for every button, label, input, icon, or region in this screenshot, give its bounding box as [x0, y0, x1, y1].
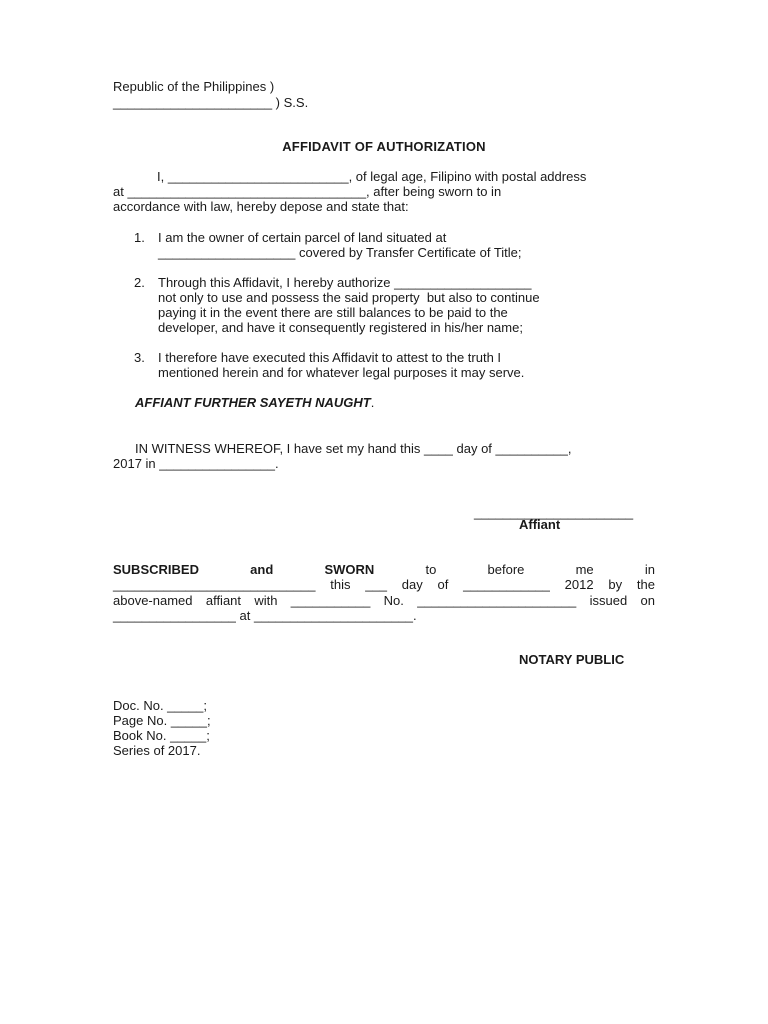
- jurat-word: before: [487, 562, 525, 577]
- jurat-word: me: [575, 562, 594, 577]
- item-2-line-1: Through this Affidavit, I hereby authorize ___________________: [158, 275, 532, 290]
- item-3-line-2: mentioned herein and for whatever legal purposes it may serve.: [158, 365, 525, 380]
- intro-line-1: I, _________________________, of legal age, Filipino with postal address: [157, 169, 587, 184]
- witness-line-1: IN WITNESS WHEREOF, I have set my hand this ____ day of __________,: [135, 441, 572, 456]
- jurat-word: SUBSCRIBED: [113, 562, 199, 577]
- docket-book-no: Book No. _____;: [113, 728, 210, 743]
- item-number: 1.: [134, 230, 145, 245]
- jurat-word: and: [250, 562, 274, 577]
- docket-series: Series of 2017.: [113, 743, 201, 758]
- further-sayeth-text: AFFIANT FURTHER SAYETH NAUGHT: [135, 395, 371, 410]
- intro-line-3: accordance with law, hereby depose and state that:: [113, 199, 409, 214]
- document-title: AFFIDAVIT OF AUTHORIZATION: [282, 139, 486, 154]
- intro-line-2: at _________________________________, after being sworn to in: [113, 184, 502, 199]
- jurat-line-3: above-named affiant with ___________ No. ______________________ issued on: [113, 593, 655, 608]
- item-1-line-2: ___________________ covered by Transfer Certificate of Title;: [158, 245, 522, 260]
- jurat-line-4: _________________ at ______________________.: [113, 608, 417, 623]
- item-2-line-3: paying it in the event there are still balances to be paid to the: [158, 305, 508, 320]
- item-2-line-4: developer, and have it consequently registered in his/her name;: [158, 320, 523, 335]
- signature-line: ______________________: [474, 505, 634, 520]
- jurat-word: in: [644, 562, 655, 577]
- item-number: 2.: [134, 275, 145, 290]
- jurat-line-2: ____________________________ this ___ day of ____________ 2012 by the: [113, 577, 655, 592]
- item-2-line-2: not only to use and possess the said property but also to continue: [158, 290, 540, 305]
- item-3-line-1: I therefore have executed this Affidavit to attest to the truth I: [158, 350, 502, 365]
- further-sayeth: [135, 395, 374, 410]
- venue-ss: ______________________ ) S.S.: [113, 95, 309, 110]
- item-number: 3.: [134, 350, 145, 365]
- notary-public-label: NOTARY PUBLIC: [519, 652, 625, 667]
- item-1-line-1: I am the owner of certain parcel of land situated at: [158, 230, 447, 245]
- jurat-word: to: [425, 562, 437, 577]
- jurat-word: SWORN: [324, 562, 375, 577]
- jurat-line-1: [113, 562, 655, 577]
- affiant-label: Affiant: [519, 517, 561, 532]
- docket-doc-no: Doc. No. _____;: [113, 698, 207, 713]
- further-sayeth-period: .: [370, 395, 375, 410]
- witness-line-2: 2017 in ________________.: [113, 456, 279, 471]
- venue-republic: Republic of the Philippines ): [113, 79, 275, 94]
- docket-page-no: Page No. _____;: [113, 713, 211, 728]
